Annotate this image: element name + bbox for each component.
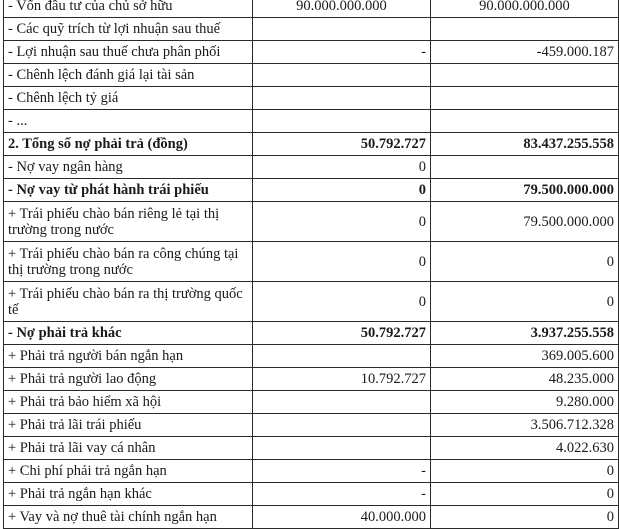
row-label: + Chi phí phải trả ngắn hạn bbox=[4, 460, 253, 483]
row-value-2: 3.937.255.558 bbox=[430, 322, 618, 345]
row-label: + Phải trả lãi vay cá nhân bbox=[4, 437, 253, 460]
table-row bbox=[4, 391, 619, 414]
row-value-2: 4.022.630 bbox=[430, 437, 618, 460]
row-value-2: -459.000.187 bbox=[430, 41, 618, 64]
table-row bbox=[4, 282, 619, 322]
row-value-2: 79.500.000.000 bbox=[430, 179, 618, 202]
row-value-2: 0 bbox=[430, 483, 618, 506]
table-row bbox=[4, 202, 619, 242]
row-value-1 bbox=[252, 391, 430, 414]
liabilities-equity-table bbox=[3, 0, 619, 529]
table-row bbox=[4, 18, 619, 41]
row-value-2 bbox=[430, 64, 618, 87]
row-value-2: 0 bbox=[430, 460, 618, 483]
row-value-1: 0 bbox=[252, 242, 430, 282]
row-value-2 bbox=[430, 18, 618, 41]
row-value-2: 83.437.255.558 bbox=[430, 133, 618, 156]
row-value-2 bbox=[430, 87, 618, 110]
row-value-1: 10.792.727 bbox=[252, 368, 430, 391]
row-value-1: 40.000.000 bbox=[252, 506, 430, 529]
row-label: + Trái phiếu chào bán ra công chúng tại thị trường trong nước bbox=[4, 242, 253, 282]
table-row bbox=[4, 368, 619, 391]
row-label: + Vay và nợ thuê tài chính ngắn hạn bbox=[4, 506, 253, 529]
row-value-1: 0 bbox=[252, 202, 430, 242]
row-value-1: 0 bbox=[252, 179, 430, 202]
row-label: - Nợ vay từ phát hành trái phiếu bbox=[4, 179, 253, 202]
table-row bbox=[4, 133, 619, 156]
row-value-1: - bbox=[252, 483, 430, 506]
table-row bbox=[4, 41, 619, 64]
row-value-2: 79.500.000.000 bbox=[430, 202, 618, 242]
row-label: + Phải trả người lao động bbox=[4, 368, 253, 391]
row-value-2: 90.000.000.000 bbox=[430, 0, 618, 18]
row-value-2: 48.235.000 bbox=[430, 368, 618, 391]
row-label: - Các quỹ trích từ lợi nhuận sau thuế bbox=[4, 18, 253, 41]
row-value-1: 50.792.727 bbox=[252, 133, 430, 156]
table-row bbox=[4, 506, 619, 529]
table-row bbox=[4, 110, 619, 133]
row-value-1 bbox=[252, 87, 430, 110]
table-row bbox=[4, 460, 619, 483]
row-value-1 bbox=[252, 64, 430, 87]
row-label: - ... bbox=[4, 110, 253, 133]
row-value-1: 0 bbox=[252, 156, 430, 179]
row-value-1 bbox=[252, 110, 430, 133]
row-value-1: 0 bbox=[252, 282, 430, 322]
row-value-2: 9.280.000 bbox=[430, 391, 618, 414]
table-row bbox=[4, 437, 619, 460]
row-label: - Nợ phải trả khác bbox=[4, 322, 253, 345]
row-label: + Phải trả bảo hiểm xã hội bbox=[4, 391, 253, 414]
row-label: + Phải trả ngắn hạn khác bbox=[4, 483, 253, 506]
row-label: + Trái phiếu chào bán riêng lẻ tại thị trường trong nước bbox=[4, 202, 253, 242]
row-label: - Chênh lệch tỷ giá bbox=[4, 87, 253, 110]
table-row bbox=[4, 0, 619, 18]
table-row bbox=[4, 242, 619, 282]
row-value-1: 90.000.000.000 bbox=[252, 0, 430, 18]
table-row bbox=[4, 483, 619, 506]
row-value-2: 0 bbox=[430, 242, 618, 282]
row-value-2 bbox=[430, 110, 618, 133]
table-row bbox=[4, 179, 619, 202]
row-label: - Lợi nhuận sau thuế chưa phân phối bbox=[4, 41, 253, 64]
table-row bbox=[4, 345, 619, 368]
row-value-1: - bbox=[252, 460, 430, 483]
row-value-2: 0 bbox=[430, 506, 618, 529]
row-value-2 bbox=[430, 156, 618, 179]
row-label: - Chênh lệch đánh giá lại tài sản bbox=[4, 64, 253, 87]
row-value-2: 3.506.712.328 bbox=[430, 414, 618, 437]
table-row bbox=[4, 64, 619, 87]
table-row bbox=[4, 322, 619, 345]
row-value-1 bbox=[252, 18, 430, 41]
row-value-1: - bbox=[252, 41, 430, 64]
row-value-2: 0 bbox=[430, 282, 618, 322]
row-label: + Phải trả lãi trái phiếu bbox=[4, 414, 253, 437]
row-value-1 bbox=[252, 414, 430, 437]
table-row bbox=[4, 414, 619, 437]
row-label: + Phải trả người bán ngắn hạn bbox=[4, 345, 253, 368]
row-value-1: 50.792.727 bbox=[252, 322, 430, 345]
row-label: 2. Tổng số nợ phải trả (đồng) bbox=[4, 133, 253, 156]
row-value-2: 369.005.600 bbox=[430, 345, 618, 368]
row-value-1 bbox=[252, 345, 430, 368]
table-row bbox=[4, 156, 619, 179]
row-label: - Vốn đầu tư của chủ sở hữu bbox=[4, 0, 253, 18]
row-label: - Nợ vay ngân hàng bbox=[4, 156, 253, 179]
row-label: + Trái phiếu chào bán ra thị trường quốc tế bbox=[4, 282, 253, 322]
table-row bbox=[4, 87, 619, 110]
row-value-1 bbox=[252, 437, 430, 460]
